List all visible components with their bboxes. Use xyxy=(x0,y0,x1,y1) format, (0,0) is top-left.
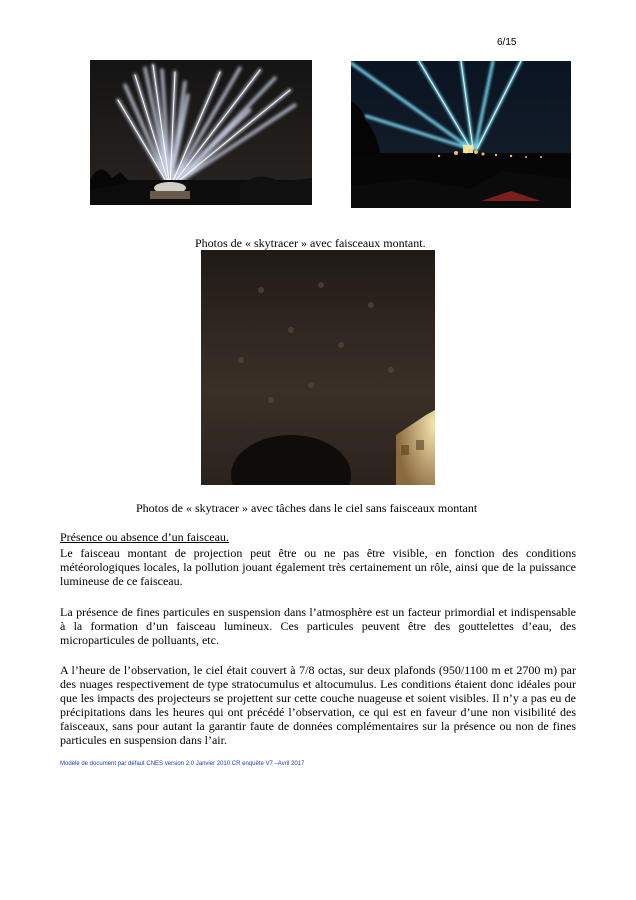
skytracer-photo-cyan-beams xyxy=(351,61,571,208)
caption-beams-montant: Photos de « skytracer » avec faisceaux montant. xyxy=(195,236,426,250)
skytracer-photo-sky-spots xyxy=(201,250,435,485)
page-number: 6/15 xyxy=(497,37,517,48)
caption-sky-spots: Photos de « skytracer » avec tâches dans le ciel sans faisceaux montant xyxy=(136,501,478,515)
paragraph-observation: A l’heure de l’observation, le ciel était couvert à 7/8 octas, sur deux plafonds (950/1100 m et 2700 m) par des nuages respectivement de type stratocumulus et altocumulus. Les conditions étaient donc idéales pour que les impacts des projecteurs se projettent sur cette couche nuageuse et soient visibles. Il n’y a pas eu de précipitations dans les heures qui ont précédé l’observation, ce qui est en faveur d’une non visibilité des faisceaux, sans pour autant la garantir faute de données complémentaires sur la présence ou non de fines particules en suspension dans l’air. xyxy=(60,663,576,747)
section-heading: Présence ou absence d’un faisceau. xyxy=(60,530,229,544)
document-footer: Modèle de document par défaut CNES version 2.0 Janvier 2010 CR enquête V7 –Avril 2017 xyxy=(60,761,305,767)
skytracer-photo-white-beams xyxy=(90,60,312,205)
paragraph-particles: La présence de fines particules en suspension dans l’atmosphère est un facteur primordial et indispensable à la formation d’un faisceau lumineux. Ces particules peuvent être des gouttelettes d’eau, des microparticules de polluants, etc. xyxy=(60,605,576,647)
paragraph-visibility: Le faisceau montant de projection peut être ou ne pas être visible, en fonction des conditions météorologiques locales, la pollution jouant également très certainement un rôle, ainsi que de la puissance lumineuse de ce faisceau. xyxy=(60,546,576,588)
